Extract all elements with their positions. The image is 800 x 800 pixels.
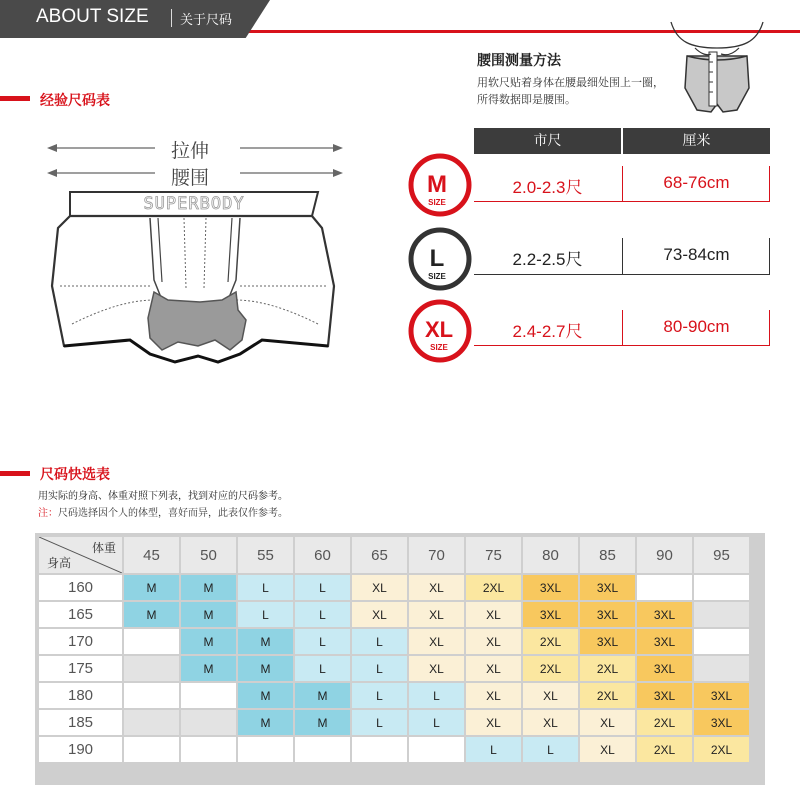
weight-header: 75	[466, 537, 521, 573]
grid-row	[39, 629, 749, 654]
size-cell: L	[352, 629, 407, 654]
svg-text:SIZE: SIZE	[428, 272, 446, 281]
size-cell: XL	[523, 710, 578, 735]
size-xl-cm: 80-90cm	[663, 317, 730, 336]
size-cell	[181, 683, 236, 708]
measure-figure-icon	[665, 18, 770, 116]
height-header: 190	[39, 737, 122, 762]
waist-measure-title: 腰围测量方法	[477, 53, 561, 69]
size-cell: 3XL	[694, 710, 749, 735]
size-cell: L	[523, 737, 578, 762]
experience-title: 经验尺码表	[40, 93, 110, 109]
size-cell: L	[466, 737, 521, 762]
size-cell: XL	[466, 710, 521, 735]
size-cell	[694, 575, 749, 600]
weight-header: 50	[181, 537, 236, 573]
size-cell: XL	[580, 710, 635, 735]
size-cell: 2XL	[637, 737, 692, 762]
size-cell: 2XL	[580, 656, 635, 681]
size-cell: 3XL	[580, 575, 635, 600]
briefs-illustration	[50, 190, 340, 375]
header-title: ABOUT SIZE	[36, 6, 149, 27]
size-cell: XL	[466, 629, 521, 654]
size-cell: M	[238, 710, 293, 735]
weight-header: 85	[580, 537, 635, 573]
grid-row	[39, 683, 749, 708]
weight-header: 90	[637, 537, 692, 573]
size-cell: M	[181, 656, 236, 681]
size-cell: 2XL	[637, 710, 692, 735]
size-grid-table	[37, 535, 751, 764]
size-cell: 2XL	[466, 575, 521, 600]
size-cell	[694, 629, 749, 654]
size-cell: XL	[466, 656, 521, 681]
size-cell: M	[238, 656, 293, 681]
corner-weight-label: 体重	[91, 541, 116, 555]
size-cell: M	[181, 629, 236, 654]
size-cell: M	[295, 683, 350, 708]
size-cell	[238, 737, 293, 762]
row-divider	[622, 166, 623, 202]
size-cell: 3XL	[637, 683, 692, 708]
size-cell: L	[352, 656, 407, 681]
weight-header: 95	[694, 537, 749, 573]
svg-text:M: M	[427, 171, 447, 198]
weight-header: 70	[409, 537, 464, 573]
quick-select-note	[38, 504, 288, 519]
size-badge-xl-icon	[407, 298, 473, 364]
size-grid	[35, 533, 765, 785]
size-cell: L	[295, 575, 350, 600]
height-header: 165	[39, 602, 122, 627]
weight-header: 65	[352, 537, 407, 573]
grid-row	[39, 737, 749, 762]
header-subtitle: 关于尺码	[180, 13, 233, 28]
size-cell: 3XL	[694, 683, 749, 708]
size-cell: 2XL	[523, 656, 578, 681]
size-cell: 3XL	[580, 602, 635, 627]
size-badge-m-icon	[407, 152, 473, 218]
size-cell: L	[409, 683, 464, 708]
weight-header: 45	[124, 537, 179, 573]
size-header-shichi: 市尺	[474, 128, 621, 154]
size-header-cm: 厘米	[623, 128, 770, 154]
waist-label: 腰围	[171, 167, 210, 189]
size-cell: L	[295, 602, 350, 627]
height-header: 170	[39, 629, 122, 654]
grid-row	[39, 710, 749, 735]
size-cell: 3XL	[523, 602, 578, 627]
waist-measure-desc: 用软尺贴着身体在腰最细处围上一圈，所得数据即是腰围。	[477, 76, 664, 106]
note-text: 尺码选择因个人的体型，喜好而异，此表仅作参考。	[58, 508, 288, 519]
size-cell: XL	[580, 737, 635, 762]
brand-logo: SUPERBODY	[143, 194, 245, 214]
height-header: 185	[39, 710, 122, 735]
size-xl-shichi: 2.4-2.7尺	[512, 322, 583, 341]
size-cell: M	[238, 683, 293, 708]
size-cell: L	[295, 629, 350, 654]
header-divider	[171, 9, 172, 27]
weight-header: 55	[238, 537, 293, 573]
size-cell: L	[409, 710, 464, 735]
size-cell: XL	[409, 656, 464, 681]
size-cell: XL	[352, 602, 407, 627]
size-cell	[409, 737, 464, 762]
size-cell	[181, 737, 236, 762]
svg-text:XL: XL	[424, 317, 454, 342]
size-cell: M	[238, 629, 293, 654]
height-header: 180	[39, 683, 122, 708]
size-cell: M	[124, 602, 179, 627]
section-marker	[0, 471, 30, 476]
grid-row	[39, 575, 749, 600]
size-cell: XL	[409, 602, 464, 627]
size-cell: XL	[409, 575, 464, 600]
quick-select-desc: 用实际的身高、体重对照下列表，找到对应的尺码参考。	[38, 491, 288, 502]
size-cell: XL	[409, 629, 464, 654]
size-cell: 2XL	[523, 629, 578, 654]
size-cell	[124, 656, 179, 681]
size-l-cm: 73-84cm	[663, 245, 730, 264]
size-cell: M	[181, 575, 236, 600]
size-l-shichi: 2.2-2.5尺	[512, 250, 583, 269]
size-cell: 2XL	[694, 737, 749, 762]
note-prefix: 注：	[38, 508, 58, 519]
height-header: 175	[39, 656, 122, 681]
height-header: 160	[39, 575, 122, 600]
quick-select-title: 尺码快选表	[40, 467, 110, 483]
row-divider	[622, 238, 623, 275]
size-cell	[124, 683, 179, 708]
size-cell: 3XL	[637, 602, 692, 627]
size-cell: L	[295, 656, 350, 681]
corner-height-label: 身高	[47, 556, 72, 570]
size-cell	[637, 575, 692, 600]
size-cell	[352, 737, 407, 762]
grid-row	[39, 656, 749, 681]
grid-corner	[39, 537, 122, 573]
row-divider	[769, 238, 770, 275]
size-cell: XL	[466, 602, 521, 627]
size-cell: M	[124, 575, 179, 600]
weight-header: 60	[295, 537, 350, 573]
size-cell: 3XL	[523, 575, 578, 600]
size-cell: XL	[523, 683, 578, 708]
size-cell	[295, 737, 350, 762]
size-cell: 3XL	[580, 629, 635, 654]
size-cell: XL	[352, 575, 407, 600]
size-cell	[124, 737, 179, 762]
weight-header: 80	[523, 537, 578, 573]
svg-text:SIZE: SIZE	[430, 343, 448, 352]
size-cell: M	[181, 602, 236, 627]
size-cell	[124, 710, 179, 735]
size-cell	[694, 656, 749, 681]
size-cell: L	[352, 683, 407, 708]
row-divider	[622, 310, 623, 346]
size-cell	[181, 710, 236, 735]
size-cell: L	[238, 602, 293, 627]
svg-text:SIZE: SIZE	[428, 198, 446, 207]
size-cell: 3XL	[637, 656, 692, 681]
row-divider	[769, 166, 770, 202]
size-cell	[124, 629, 179, 654]
svg-text:L: L	[429, 245, 445, 272]
row-divider	[769, 310, 770, 346]
size-cell: M	[295, 710, 350, 735]
size-m-cm: 68-76cm	[663, 173, 730, 192]
size-cell: 2XL	[580, 683, 635, 708]
size-cell: L	[352, 710, 407, 735]
size-cell: 3XL	[637, 629, 692, 654]
size-cell: L	[238, 575, 293, 600]
grid-row	[39, 602, 749, 627]
size-m-shichi: 2.0-2.3尺	[512, 178, 583, 197]
size-cell	[694, 602, 749, 627]
stretch-label: 拉伸	[171, 140, 210, 162]
size-cell: XL	[466, 683, 521, 708]
size-badge-l-icon	[407, 226, 473, 292]
section-marker	[0, 96, 30, 101]
